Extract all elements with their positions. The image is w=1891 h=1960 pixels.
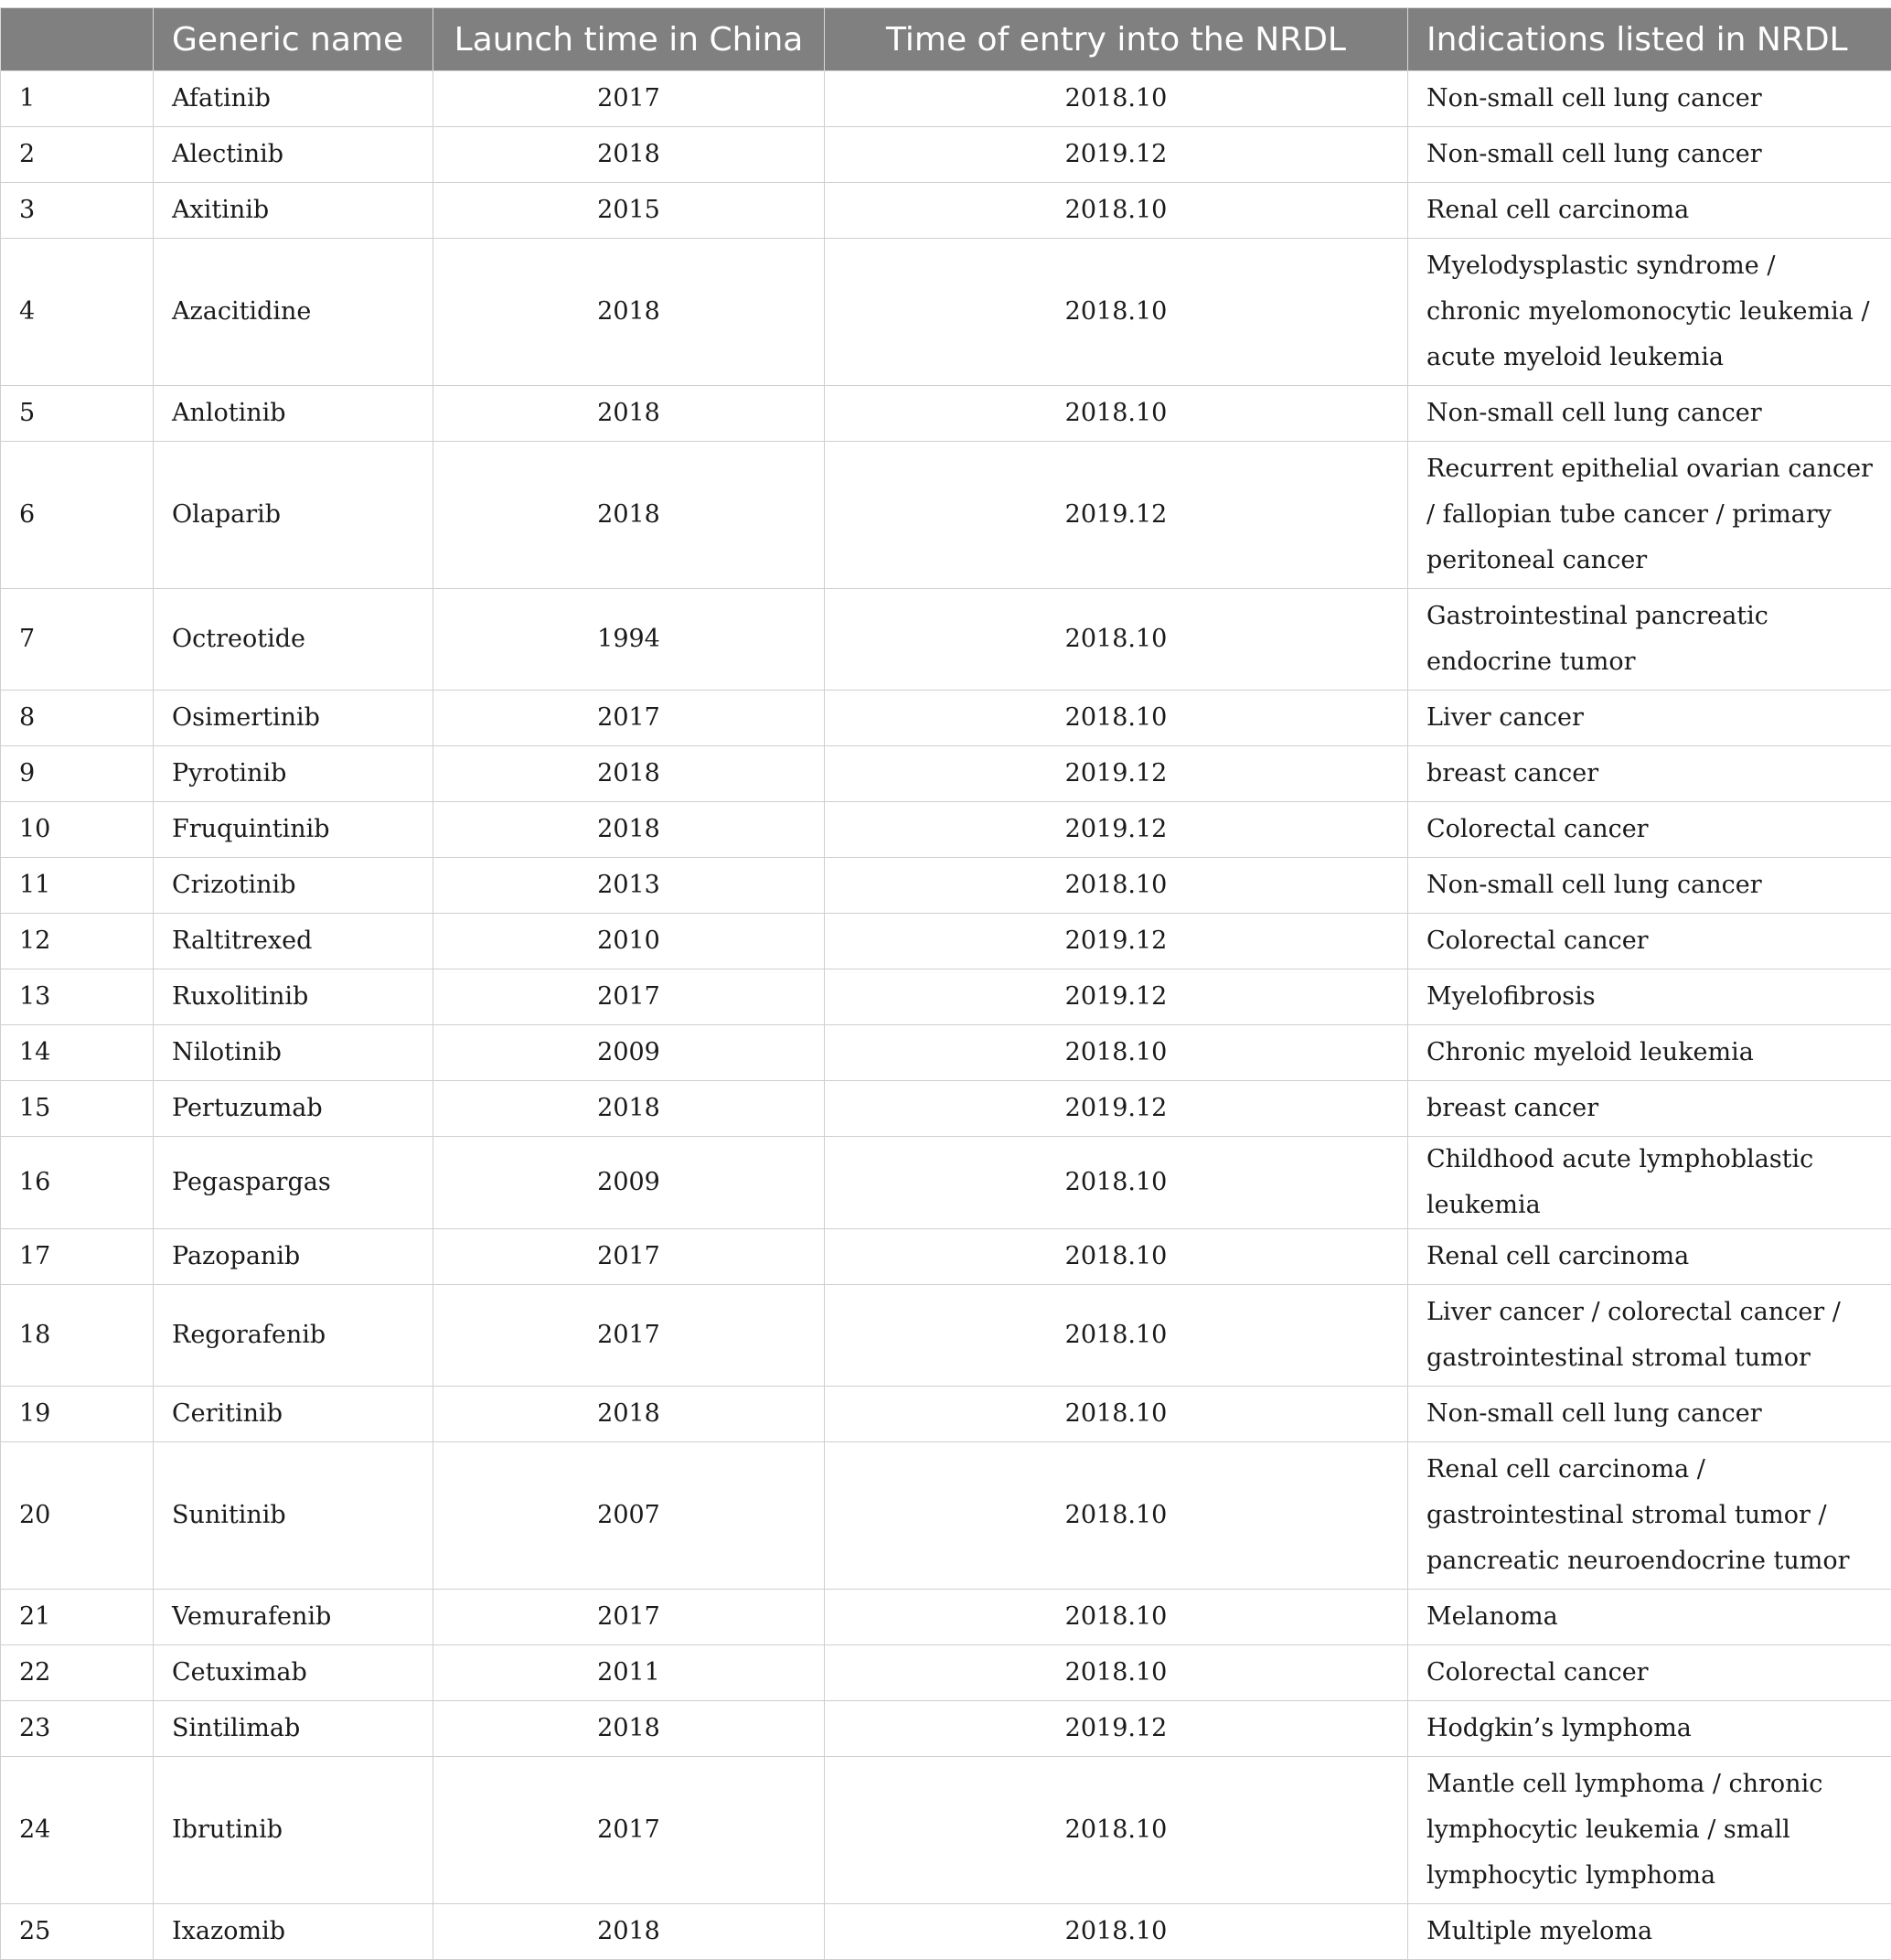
cell-launch-time: 2018 <box>433 1387 825 1442</box>
cell-entry-time: 2018.10 <box>825 1285 1408 1387</box>
cell-indication: Childhood acute lymphoblastic leukemia <box>1408 1137 1891 1229</box>
table-row <box>1 1701 1891 1757</box>
header-row <box>1 8 1891 71</box>
cell-generic-name: Pyrotinib <box>154 746 433 802</box>
cell-index: 6 <box>1 442 154 589</box>
cell-entry-time: 2018.10 <box>825 1387 1408 1442</box>
cell-indication: Hodgkin’s lymphoma <box>1408 1701 1891 1757</box>
cell-index: 7 <box>1 589 154 691</box>
cell-entry-time: 2019.12 <box>825 969 1408 1025</box>
cell-entry-time: 2019.12 <box>825 746 1408 802</box>
cell-generic-name: Ibrutinib <box>154 1757 433 1904</box>
cell-indication: Non-small cell lung cancer <box>1408 386 1891 442</box>
cell-generic-name: Afatinib <box>154 71 433 127</box>
table-row <box>1 386 1891 442</box>
cell-indication: Melanoma <box>1408 1590 1891 1645</box>
header-index <box>1 8 154 71</box>
cell-indication: Renal cell carcinoma / gastrointestinal stromal tumor / pancreatic neuroendocrine tumor <box>1408 1442 1891 1590</box>
cell-launch-time: 2017 <box>433 71 825 127</box>
table-row <box>1 1229 1891 1285</box>
cell-launch-time: 2017 <box>433 691 825 746</box>
cell-launch-time: 2017 <box>433 1757 825 1904</box>
cell-launch-time: 2017 <box>433 1590 825 1645</box>
cell-index: 12 <box>1 914 154 969</box>
cell-index: 25 <box>1 1904 154 1960</box>
cell-launch-time: 2018 <box>433 442 825 589</box>
cell-launch-time: 2009 <box>433 1025 825 1081</box>
cell-launch-time: 2013 <box>433 858 825 914</box>
cell-launch-time: 2018 <box>433 746 825 802</box>
table-row <box>1 802 1891 858</box>
cell-indication: Myelofibrosis <box>1408 969 1891 1025</box>
cell-generic-name: Pegaspargas <box>154 1137 433 1229</box>
cell-entry-time: 2019.12 <box>825 802 1408 858</box>
cell-generic-name: Ruxolitinib <box>154 969 433 1025</box>
cell-indication: Colorectal cancer <box>1408 914 1891 969</box>
cell-index: 8 <box>1 691 154 746</box>
cell-index: 24 <box>1 1757 154 1904</box>
cell-launch-time: 2017 <box>433 1285 825 1387</box>
table-row <box>1 239 1891 386</box>
cell-entry-time: 2019.12 <box>825 1081 1408 1137</box>
cell-generic-name: Nilotinib <box>154 1025 433 1081</box>
table-row <box>1 589 1891 691</box>
cell-entry-time: 2018.10 <box>825 1025 1408 1081</box>
cell-indication: Liver cancer <box>1408 691 1891 746</box>
cell-launch-time: 2018 <box>433 1701 825 1757</box>
table-row <box>1 969 1891 1025</box>
table-row <box>1 1904 1891 1960</box>
cell-entry-time: 2018.10 <box>825 1904 1408 1960</box>
cell-indication: Renal cell carcinoma <box>1408 1229 1891 1285</box>
cell-indication: Colorectal cancer <box>1408 802 1891 858</box>
cell-index: 10 <box>1 802 154 858</box>
table-row <box>1 1590 1891 1645</box>
cell-generic-name: Raltitrexed <box>154 914 433 969</box>
cell-indication: breast cancer <box>1408 746 1891 802</box>
table-row <box>1 442 1891 589</box>
cell-entry-time: 2018.10 <box>825 691 1408 746</box>
cell-generic-name: Alectinib <box>154 127 433 183</box>
table-header <box>1 8 1891 71</box>
cell-entry-time: 2018.10 <box>825 386 1408 442</box>
cell-generic-name: Osimertinib <box>154 691 433 746</box>
cell-launch-time: 2017 <box>433 969 825 1025</box>
cell-entry-time: 2018.10 <box>825 1442 1408 1590</box>
table-row <box>1 746 1891 802</box>
table-row <box>1 858 1891 914</box>
cell-generic-name: Azacitidine <box>154 239 433 386</box>
cell-index: 9 <box>1 746 154 802</box>
cell-indication: Chronic myeloid leukemia <box>1408 1025 1891 1081</box>
cell-launch-time: 2007 <box>433 1442 825 1590</box>
cell-entry-time: 2018.10 <box>825 1229 1408 1285</box>
cell-launch-time: 2009 <box>433 1137 825 1229</box>
table-body <box>1 71 1891 1960</box>
cell-launch-time: 2018 <box>433 239 825 386</box>
cell-index: 3 <box>1 183 154 239</box>
table-row <box>1 1757 1891 1904</box>
cell-launch-time: 2011 <box>433 1645 825 1701</box>
cell-entry-time: 2018.10 <box>825 183 1408 239</box>
cell-generic-name: Ixazomib <box>154 1904 433 1960</box>
table-row <box>1 71 1891 127</box>
cell-index: 19 <box>1 1387 154 1442</box>
cell-launch-time: 1994 <box>433 589 825 691</box>
cell-generic-name: Pertuzumab <box>154 1081 433 1137</box>
table-row <box>1 1137 1891 1229</box>
cell-entry-time: 2019.12 <box>825 442 1408 589</box>
cell-generic-name: Regorafenib <box>154 1285 433 1387</box>
cell-entry-time: 2018.10 <box>825 1137 1408 1229</box>
cell-index: 13 <box>1 969 154 1025</box>
cell-launch-time: 2018 <box>433 386 825 442</box>
cell-indication: Renal cell carcinoma <box>1408 183 1891 239</box>
cell-index: 17 <box>1 1229 154 1285</box>
cell-indication: breast cancer <box>1408 1081 1891 1137</box>
table-row <box>1 1442 1891 1590</box>
table-row <box>1 691 1891 746</box>
cell-index: 15 <box>1 1081 154 1137</box>
cell-entry-time: 2019.12 <box>825 1701 1408 1757</box>
table-row <box>1 914 1891 969</box>
cell-launch-time: 2018 <box>433 127 825 183</box>
cell-generic-name: Cetuximab <box>154 1645 433 1701</box>
cell-launch-time: 2015 <box>433 183 825 239</box>
cell-entry-time: 2018.10 <box>825 589 1408 691</box>
cell-launch-time: 2018 <box>433 802 825 858</box>
header-launch-time: Launch time in China <box>433 8 825 71</box>
cell-entry-time: 2019.12 <box>825 914 1408 969</box>
cell-indication: Non-small cell lung cancer <box>1408 71 1891 127</box>
cell-index: 18 <box>1 1285 154 1387</box>
cell-index: 11 <box>1 858 154 914</box>
table-row <box>1 1645 1891 1701</box>
cell-index: 1 <box>1 71 154 127</box>
cell-indication: Myelodysplastic syndrome / chronic myelomonocytic leukemia / acute myeloid leukemia <box>1408 239 1891 386</box>
cell-launch-time: 2018 <box>433 1081 825 1137</box>
cell-indication: Multiple myeloma <box>1408 1904 1891 1960</box>
cell-launch-time: 2018 <box>433 1904 825 1960</box>
cell-index: 22 <box>1 1645 154 1701</box>
table-row <box>1 127 1891 183</box>
cell-indication: Non-small cell lung cancer <box>1408 858 1891 914</box>
cell-index: 4 <box>1 239 154 386</box>
table-row <box>1 183 1891 239</box>
cell-generic-name: Ceritinib <box>154 1387 433 1442</box>
cell-indication: Mantle cell lymphoma / chronic lymphocytic leukemia / small lymphocytic lymphoma <box>1408 1757 1891 1904</box>
nrdl-drug-table <box>0 7 1891 1960</box>
cell-index: 2 <box>1 127 154 183</box>
cell-launch-time: 2017 <box>433 1229 825 1285</box>
cell-indication: Gastrointestinal pancreatic endocrine tumor <box>1408 589 1891 691</box>
table-row <box>1 1387 1891 1442</box>
cell-indication: Recurrent epithelial ovarian cancer / fallopian tube cancer / primary peritoneal cancer <box>1408 442 1891 589</box>
table-row <box>1 1081 1891 1137</box>
cell-entry-time: 2018.10 <box>825 1757 1408 1904</box>
cell-index: 14 <box>1 1025 154 1081</box>
header-indications: Indications listed in NRDL <box>1408 8 1891 71</box>
cell-launch-time: 2010 <box>433 914 825 969</box>
cell-generic-name: Sintilimab <box>154 1701 433 1757</box>
cell-generic-name: Anlotinib <box>154 386 433 442</box>
cell-generic-name: Octreotide <box>154 589 433 691</box>
cell-indication: Non-small cell lung cancer <box>1408 127 1891 183</box>
cell-entry-time: 2018.10 <box>825 239 1408 386</box>
cell-generic-name: Olaparib <box>154 442 433 589</box>
cell-indication: Non-small cell lung cancer <box>1408 1387 1891 1442</box>
cell-index: 5 <box>1 386 154 442</box>
cell-generic-name: Crizotinib <box>154 858 433 914</box>
cell-entry-time: 2018.10 <box>825 1645 1408 1701</box>
cell-index: 23 <box>1 1701 154 1757</box>
table-row <box>1 1285 1891 1387</box>
cell-generic-name: Fruquintinib <box>154 802 433 858</box>
cell-generic-name: Vemurafenib <box>154 1590 433 1645</box>
cell-index: 21 <box>1 1590 154 1645</box>
cell-entry-time: 2018.10 <box>825 1590 1408 1645</box>
header-entry-time: Time of entry into the NRDL <box>825 8 1408 71</box>
cell-generic-name: Sunitinib <box>154 1442 433 1590</box>
cell-index: 16 <box>1 1137 154 1229</box>
table-row <box>1 1025 1891 1081</box>
cell-index: 20 <box>1 1442 154 1590</box>
cell-generic-name: Pazopanib <box>154 1229 433 1285</box>
cell-indication: Colorectal cancer <box>1408 1645 1891 1701</box>
cell-generic-name: Axitinib <box>154 183 433 239</box>
cell-entry-time: 2019.12 <box>825 127 1408 183</box>
header-generic-name: Generic name <box>154 8 433 71</box>
cell-entry-time: 2018.10 <box>825 858 1408 914</box>
cell-entry-time: 2018.10 <box>825 71 1408 127</box>
cell-indication: Liver cancer / colorectal cancer / gastrointestinal stromal tumor <box>1408 1285 1891 1387</box>
